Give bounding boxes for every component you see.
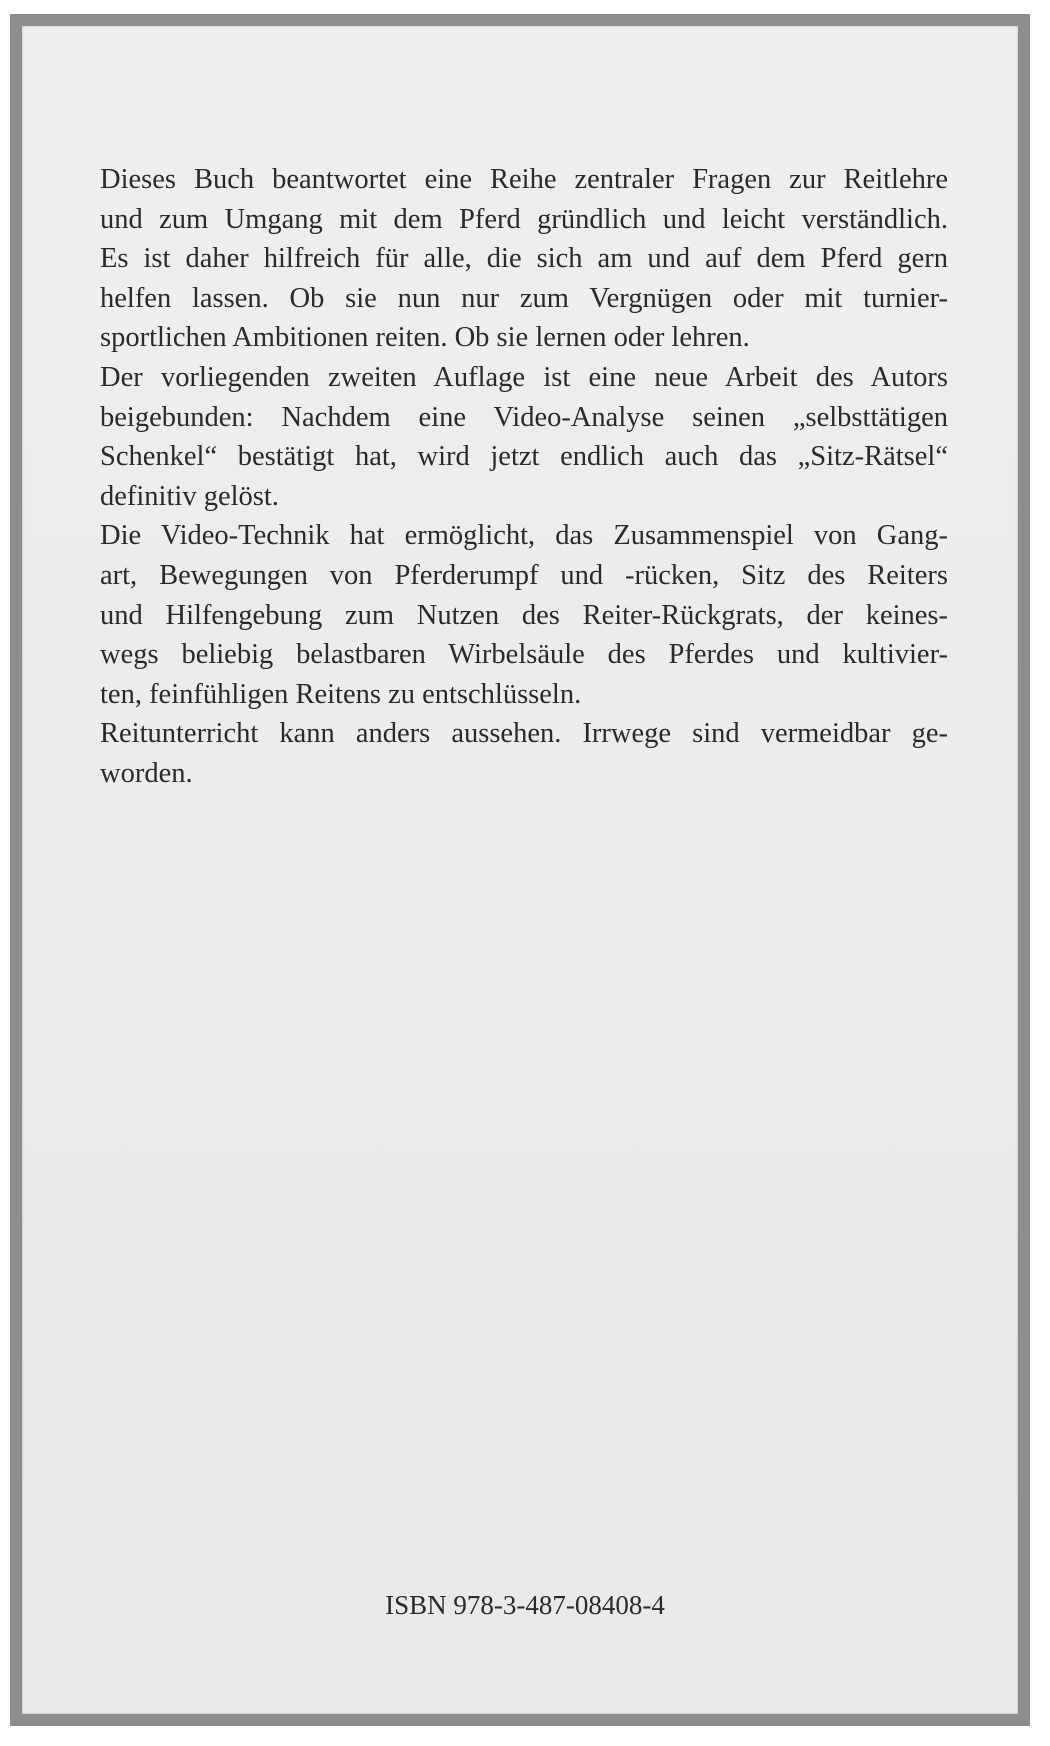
text-line: Schenkel“ bestätigt hat, wird jetzt endlich auch das „Sitz-Rätsel“ <box>100 441 948 473</box>
text-line: art, Bewegungen von Pferderumpf und -rücken, Sitz des Reiters <box>100 559 948 591</box>
text-line: Der vorliegenden zweiten Auflage ist eine neue Arbeit des Autors <box>100 361 948 393</box>
text-line: Die Video-Technik hat ermöglicht, das Zusammenspiel von Gang- <box>100 520 948 552</box>
paragraph-2 <box>100 358 948 516</box>
text-line: und Hilfengebung zum Nutzen des Reiter-Rückgrats, der keines- <box>100 599 948 631</box>
text-line: Dieses Buch beantwortet eine Reihe zentraler Fragen zur Reitlehre <box>100 164 948 195</box>
text-line: helfen lassen. Ob sie nun nur zum Vergnügen oder mit turnier- <box>100 282 948 314</box>
text-line: beigebunden: Nachdem eine Video-Analyse seinen „selbsttätigen <box>100 401 948 433</box>
text-line: worden. <box>100 757 193 789</box>
paragraph-3 <box>100 516 948 714</box>
text-line: Reitunterricht kann anders aussehen. Irrwege sind vermeidbar ge- <box>100 718 948 750</box>
isbn-number: ISBN 978-3-487-08408-4 <box>385 1590 665 1620</box>
text-line: Es ist daher hilfreich für alle, die sich am und auf dem Pferd gern <box>100 243 948 275</box>
text-line: und zum Umgang mit dem Pferd gründlich und leicht verständlich. <box>100 203 948 235</box>
paragraph-4 <box>100 714 948 793</box>
blurb-text <box>100 160 948 794</box>
text-line: ten, feinfühligen Reitens zu entschlüsseln. <box>100 678 582 710</box>
text-line: wegs beliebig belastbaren Wirbelsäule des Pferdes und kultivier- <box>100 639 948 671</box>
text-line: definitiv gelöst. <box>100 480 279 512</box>
text-line: sportlichen Ambitionen reiten. Ob sie lernen oder lehren. <box>100 322 750 354</box>
paragraph-1 <box>100 160 948 358</box>
